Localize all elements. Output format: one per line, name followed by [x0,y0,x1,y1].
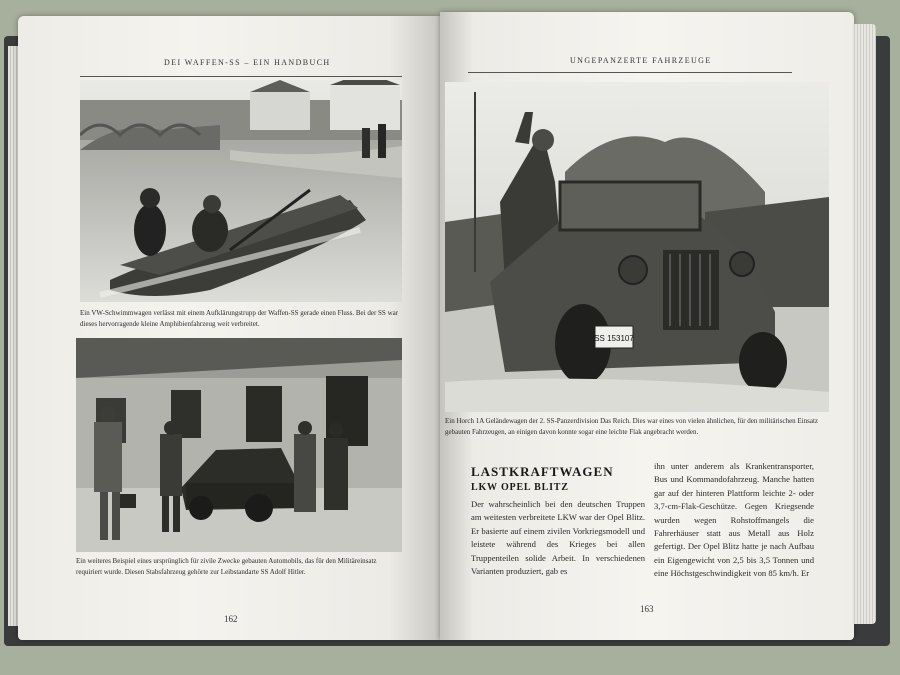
photo-staff-car [76,338,402,552]
right-header-rule [468,72,792,73]
left-page-number: 162 [224,614,238,624]
right-page-edges [852,24,876,624]
body-column-1: Der wahrscheinlich bei den deutschen Truppen am weitesten verbreitete LKW war der Opel Blitz. Er basierte auf einem zivilen Vorkriegsmodell und leistete während des Krieges bei allen Truppenteilen solide Arbeit. In verschiedenen Varianten produziert, gab es [471,499,645,577]
photo-schwimmwagen [80,80,402,302]
body-column-2: ihn unter anderem als Krankentransporter, Bus und Kommandofahrzeug. Manche hatten gar auf der hinteren Plattform leichte 2- oder 3,7-cm-Flak-Geschütze. Gegen Kriegsende wurden wegen Rohstoffmangels die Fahrerhäuser statt aus Metall aus Holz gefertigt. Der Opel Blitz hatte je nach Aufbau ein Eigengewicht von 2,5 bis 3,5 Tonnen und eine Höchstgeschwindigkeit von 85 km/h. Er [654,461,814,579]
section-subtitle-opel-blitz: LKW OPEL BLITZ [471,482,569,493]
right-page [440,12,854,640]
left-caption-top: Ein VW-Schwimmwagen verlässt mit einem Aufklärungstrupp der Waffen-SS gerade einen Fluss. Bei der SS war dieses hervorragende kleine Amphibienfahrzeug weit verbreitet. [80,309,399,328]
right-page-number: 163 [640,604,654,614]
section-title-lastkraftwagen: LASTKRAFTWAGEN [471,464,614,479]
right-running-header: UNGEPANZERTE FAHRZEUGE [570,56,712,65]
left-page [18,16,440,640]
photo-horch [445,82,829,412]
license-plate-text: SS 153107 [594,334,634,343]
left-caption-bottom: Ein weiteres Beispiel eines ursprünglich für zivile Zwecke gebauten Automobils, das für den Militäreinsatz requiriert wurde. Diesen Stabsfahrzeug gehörte zur Leibstandarte SS Adolf Hitler. [76,557,377,576]
right-caption: Ein Horch 1A Geländewagen der 2. SS-Panzerdivision Das Reich. Dies war eines von vielen ähnlichen, für den militärischen Einsatz gebauten Fahrzeugen, an einigen davon konnte sogar eine leichte Flak angebracht werden. [445,417,819,436]
left-running-header: DEI WAFFEN-SS – EIN HANDBUCH [164,58,331,67]
left-header-rule [80,76,402,77]
